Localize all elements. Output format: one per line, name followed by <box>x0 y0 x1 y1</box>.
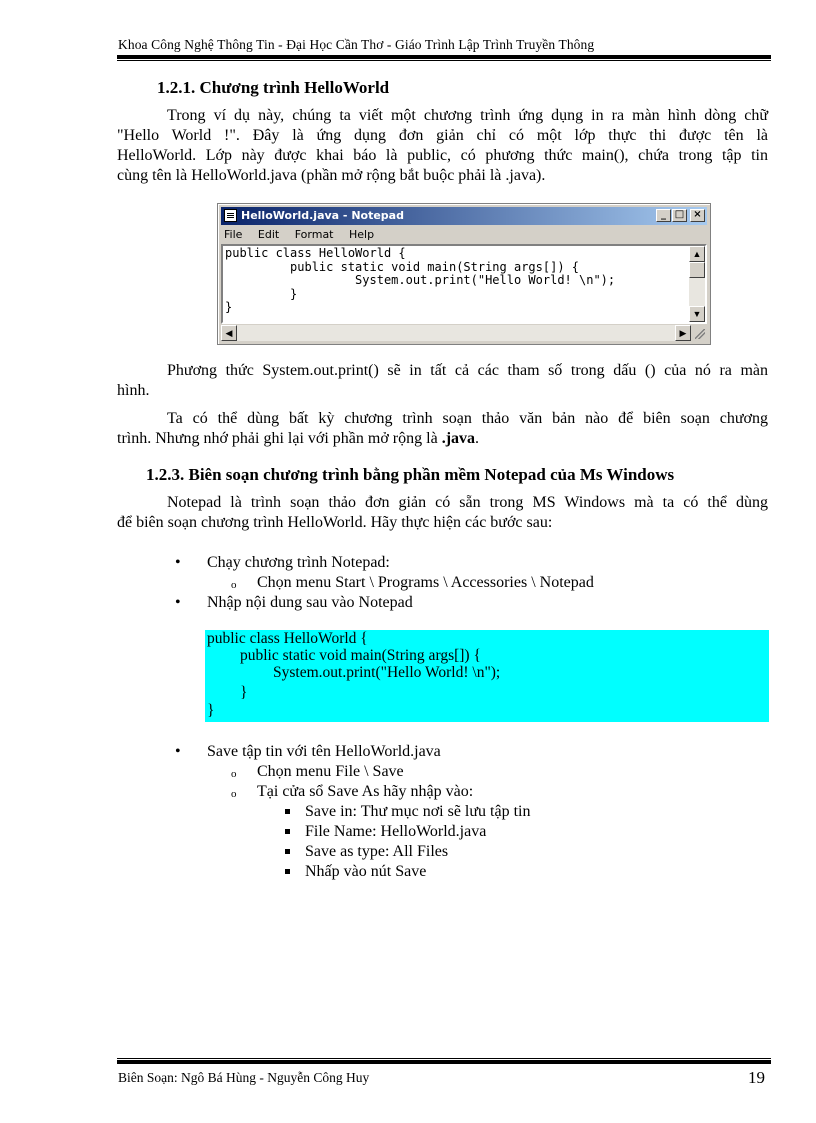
list-item: Nhấp vào nút Save <box>285 862 725 882</box>
code-line: } <box>207 702 215 719</box>
scroll-thumb[interactable] <box>689 262 705 278</box>
notepad-menu-bar <box>224 228 386 241</box>
list-item: o Tại cửa sổ Save As hãy nhập vào: <box>231 782 731 802</box>
para-line: để biên soạn chương trình HelloWorld. Hãy thực hiện các bước sau: <box>117 514 553 531</box>
para-line: Trong ví dụ này, chúng ta viết một chương trình ứng dụng in ra màn hình dòng chữ <box>167 107 768 124</box>
list-item: o Chọn menu Start \ Programs \ Accessories \ Notepad <box>231 573 731 593</box>
code-line: } <box>240 684 248 701</box>
scroll-left-icon[interactable]: ◀ <box>221 325 237 341</box>
code-block <box>205 630 769 722</box>
circle-bullet-icon: o <box>231 788 237 800</box>
menu-format[interactable]: Format <box>294 228 334 241</box>
section-2-heading: 1.2.3. Biên soạn chương trình bằng phần mềm Notepad của Ms Windows <box>146 465 675 484</box>
square-bullet-icon <box>285 809 290 814</box>
footer-authors: Biên Soạn: Ngô Bá Hùng - Nguyễn Công Huy <box>118 1070 370 1085</box>
notepad-title: HelloWorld.java - Notepad <box>241 209 404 222</box>
menu-edit[interactable]: Edit <box>257 228 280 241</box>
para-line: trình. Nhưng nhớ phải ghi lại với phần mở rộng là .java. <box>117 430 480 447</box>
scroll-down-icon[interactable]: ▼ <box>689 306 705 322</box>
bullet-icon: • <box>175 554 181 571</box>
bullet-icon: • <box>175 594 181 611</box>
close-button[interactable]: × <box>690 209 705 222</box>
square-bullet-icon <box>285 829 290 834</box>
header-rule-thin <box>117 60 771 61</box>
maximize-button[interactable]: □ <box>672 209 687 222</box>
square-bullet-icon <box>285 869 290 874</box>
page-header-text: Khoa Công Nghệ Thông Tin - Đại Học Cần Thơ - Giáo Trình Lập Trình Truyền Thông <box>118 37 595 52</box>
notepad-window <box>217 203 711 345</box>
notepad-text-area[interactable] <box>221 244 707 324</box>
square-bullet-icon <box>285 849 290 854</box>
notepad-code: public class HelloWorld { public static void main(String args[]) { System.out.print("Hello World! \n"); } } <box>225 246 616 314</box>
scroll-up-icon[interactable]: ▲ <box>689 246 705 262</box>
code-line: public class HelloWorld { <box>207 630 368 647</box>
resize-grip-icon[interactable] <box>691 325 707 341</box>
footer-rule-thin <box>117 1058 771 1059</box>
vertical-scrollbar[interactable] <box>689 246 705 322</box>
section-2-paragraph <box>117 493 768 533</box>
scroll-right-icon[interactable]: ▶ <box>675 325 691 341</box>
list-item: o Chọn menu File \ Save <box>231 762 731 782</box>
notepad-title-bar[interactable] <box>221 207 707 225</box>
list-item: • Chạy chương trình Notepad: <box>175 554 390 571</box>
circle-bullet-icon: o <box>231 768 237 780</box>
code-line: System.out.print("Hello World! \n"); <box>273 664 501 681</box>
java-extension: .java <box>441 430 476 447</box>
para-line: hình. <box>117 382 150 399</box>
editor-paragraph <box>117 409 768 449</box>
minimize-button[interactable]: _ <box>656 209 671 222</box>
circle-bullet-icon: o <box>231 579 237 591</box>
list-item: • Save tập tin với tên HelloWorld.java <box>175 743 441 760</box>
list-item: Save as type: All Files <box>285 842 725 862</box>
para-line: "Hello World !". Đây là ứng dụng đơn giản chỉ có một lớp thực thi được tên là <box>117 127 768 144</box>
para-line: cùng tên là HelloWorld.java (phần mở rộng bắt buộc phải là .java). <box>117 167 546 184</box>
list-item: Save in: Thư mục nơi sẽ lưu tập tin <box>285 802 725 822</box>
menu-file[interactable]: File <box>224 228 243 241</box>
list-item: File Name: HelloWorld.java <box>285 822 725 842</box>
para-line: HelloWorld. Lớp này được khai báo là public, có phương thức main(), chứa trong tập tin <box>117 147 768 164</box>
list-item: • Nhập nội dung sau vào Notepad <box>175 594 413 611</box>
section-1-heading: 1.2.1. Chương trình HelloWorld <box>157 78 390 97</box>
menu-help[interactable]: Help <box>349 228 375 241</box>
para-line: Notepad là trình soạn thảo đơn giản có sẵn trong MS Windows mà ta có thể dùng <box>167 494 768 511</box>
horizontal-scrollbar[interactable] <box>221 325 691 341</box>
para-line: Phương thức System.out.print() sẽ in tất cả các tham số trong dấu () của nó ra màn <box>167 362 768 379</box>
page-number: 19 <box>748 1068 765 1087</box>
header-rule-thick <box>117 55 771 59</box>
code-line: public static void main(String args[]) { <box>240 647 481 664</box>
notepad-app-icon <box>224 209 237 222</box>
bullet-icon: • <box>175 743 181 760</box>
para-line: Ta có thể dùng bất kỳ chương trình soạn thảo văn bản nào để biên soạn chương <box>167 410 768 427</box>
section-1-paragraph <box>117 106 768 186</box>
footer-rule-thick <box>117 1060 771 1064</box>
print-method-paragraph <box>117 361 768 401</box>
